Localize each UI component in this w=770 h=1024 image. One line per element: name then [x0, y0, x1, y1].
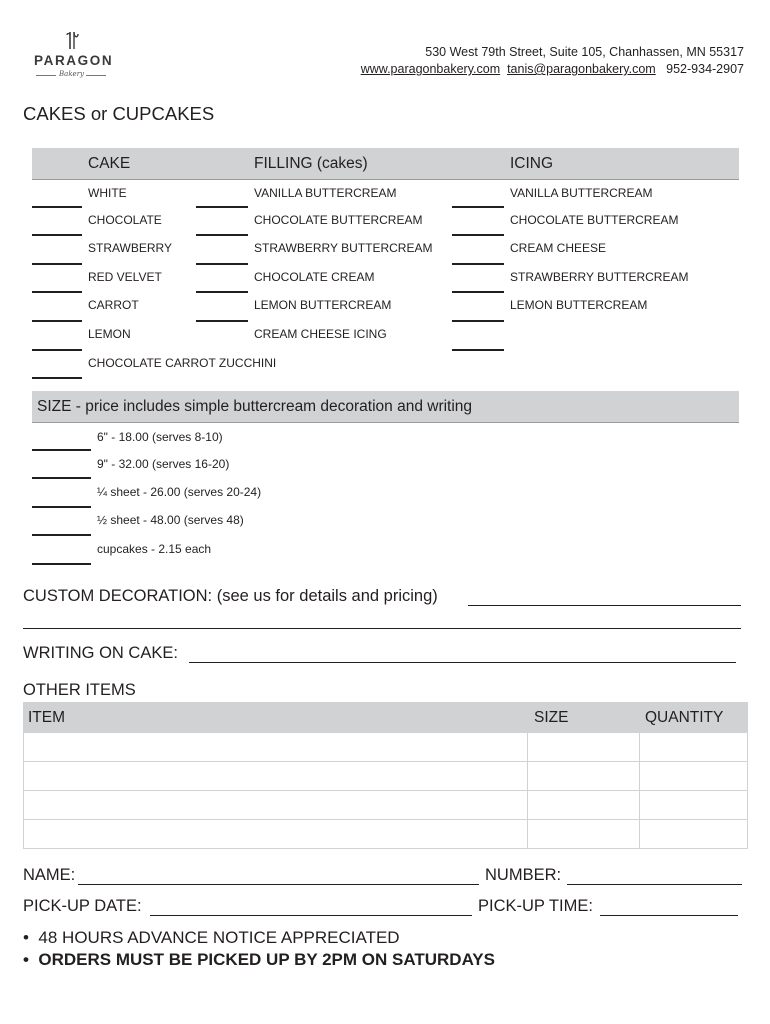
icing-checkbox-line[interactable] [452, 349, 504, 351]
icing-option: STRAWBERRY BUTTERCREAM [510, 270, 689, 284]
table-header [23, 702, 748, 733]
filling-checkbox-line[interactable] [196, 263, 248, 265]
other-items-table [23, 702, 748, 849]
custom-decoration-field[interactable] [468, 605, 741, 606]
cake-checkbox-line[interactable] [32, 291, 82, 293]
logo-wordmark: PARAGON [34, 53, 114, 68]
size-checkbox-line[interactable] [32, 506, 91, 508]
writing-on-cake-field[interactable] [189, 662, 736, 663]
notice-advance-text: 48 HOURS ADVANCE NOTICE APPRECIATED [38, 928, 400, 947]
logo-rule-right [86, 75, 106, 76]
cake-checkbox-line[interactable] [32, 320, 82, 322]
pickup-date-label: PICK-UP DATE: [23, 897, 142, 915]
size-option: 6" - 18.00 (serves 8-10) [97, 430, 223, 444]
cake-checkbox-line[interactable] [32, 234, 82, 236]
size-option: 9" - 32.00 (serves 16-20) [97, 457, 230, 471]
size-option: ¼ sheet - 26.00 (serves 20-24) [97, 485, 262, 499]
table-border-right [747, 733, 748, 849]
filling-column-header: FILLING (cakes) [254, 155, 368, 172]
table-divider-size [527, 733, 528, 849]
size-checkbox-line[interactable] [32, 563, 91, 565]
cake-column-header: CAKE [88, 155, 131, 172]
filling-checkbox-line[interactable] [196, 291, 248, 293]
custom-decoration-field-line2[interactable] [23, 628, 741, 629]
custom-decoration-label: CUSTOM DECORATION: (see us for details and pricing) [23, 587, 438, 605]
bullet: • [23, 928, 29, 947]
flavors-header-bar [32, 148, 739, 180]
filling-option: VANILLA BUTTERCREAM [254, 186, 397, 200]
icing-checkbox-line[interactable] [452, 234, 504, 236]
cake-option: STRAWBERRY [88, 241, 173, 255]
filling-checkbox-line[interactable] [196, 320, 248, 322]
writing-on-cake-label: WRITING ON CAKE: [23, 644, 178, 662]
filling-option: CREAM CHEESE ICING [254, 327, 387, 341]
pickup-time-label: PICK-UP TIME: [478, 897, 593, 915]
icing-option: CHOCOLATE BUTTERCREAM [510, 213, 679, 227]
bullet: • [23, 950, 29, 969]
icing-option: VANILLA BUTTERCREAM [510, 186, 653, 200]
cake-option: CHOCOLATE [88, 213, 162, 227]
cake-option: CARROT [88, 298, 139, 312]
table-border-left [23, 733, 24, 849]
wheat-icon [64, 30, 82, 50]
column-header-size: SIZE [534, 709, 569, 726]
notice-saturday [23, 950, 495, 970]
pickup-date-field[interactable] [150, 915, 472, 916]
size-header: SIZE - price includes simple buttercream decoration and writing [37, 398, 473, 415]
filling-option: CHOCOLATE BUTTERCREAM [254, 213, 423, 227]
filling-checkbox-line[interactable] [196, 206, 248, 208]
cake-checkbox-line[interactable] [32, 206, 82, 208]
icing-checkbox-line[interactable] [452, 320, 504, 322]
size-checkbox-line[interactable] [32, 534, 91, 536]
column-header-quantity: QUANTITY [645, 709, 724, 726]
size-option: ½ sheet - 48.00 (serves 48) [97, 513, 244, 527]
filling-option: CHOCOLATE CREAM [254, 270, 375, 284]
email-link[interactable]: tanis@paragonbakery.com [507, 62, 656, 76]
filling-option: STRAWBERRY BUTTERCREAM [254, 241, 433, 255]
other-items-title: OTHER ITEMS [23, 681, 136, 699]
filling-checkbox-line[interactable] [196, 234, 248, 236]
logo-subtext: Bakery [59, 70, 85, 78]
cake-option: WHITE [88, 186, 127, 200]
website-link[interactable]: www.paragonbakery.com [360, 62, 501, 76]
size-checkbox-line[interactable] [32, 477, 91, 479]
filling-option: LEMON BUTTERCREAM [254, 298, 392, 312]
contact-line [361, 62, 744, 76]
address: 530 West 79th Street, Suite 105, Chanhassen, MN 55317 [425, 45, 744, 59]
icing-checkbox-line[interactable] [452, 263, 504, 265]
pickup-time-field[interactable] [600, 915, 738, 916]
logo-rule-left [36, 75, 56, 76]
cake-option: RED VELVET [88, 270, 162, 284]
size-option: cupcakes - 2.15 each [97, 542, 212, 556]
table-divider-quantity [639, 733, 640, 849]
name-field[interactable] [78, 884, 479, 885]
icing-option: CREAM CHEESE [510, 241, 607, 255]
cake-option: CHOCOLATE CARROT ZUCCHINI [88, 356, 277, 370]
cake-checkbox-line[interactable] [32, 377, 82, 379]
icing-checkbox-line[interactable] [452, 291, 504, 293]
cake-option: LEMON [88, 327, 131, 341]
notice-saturday-text: ORDERS MUST BE PICKED UP BY 2PM ON SATURDAYS [38, 950, 495, 969]
cake-checkbox-line[interactable] [32, 263, 82, 265]
paragon-logo [30, 28, 114, 86]
number-label: NUMBER: [485, 866, 562, 884]
icing-column-header: ICING [510, 155, 554, 172]
icing-checkbox-line[interactable] [452, 206, 504, 208]
notice-advance [23, 928, 400, 948]
cake-checkbox-line[interactable] [32, 349, 82, 351]
number-field[interactable] [567, 884, 742, 885]
name-label: NAME: [23, 866, 76, 884]
column-header-item: ITEM [28, 709, 66, 726]
phone-number: 952-934-2907 [666, 62, 744, 76]
size-checkbox-line[interactable] [32, 449, 91, 451]
icing-option: LEMON BUTTERCREAM [510, 298, 648, 312]
section-title: CAKES or CUPCAKES [23, 103, 215, 124]
